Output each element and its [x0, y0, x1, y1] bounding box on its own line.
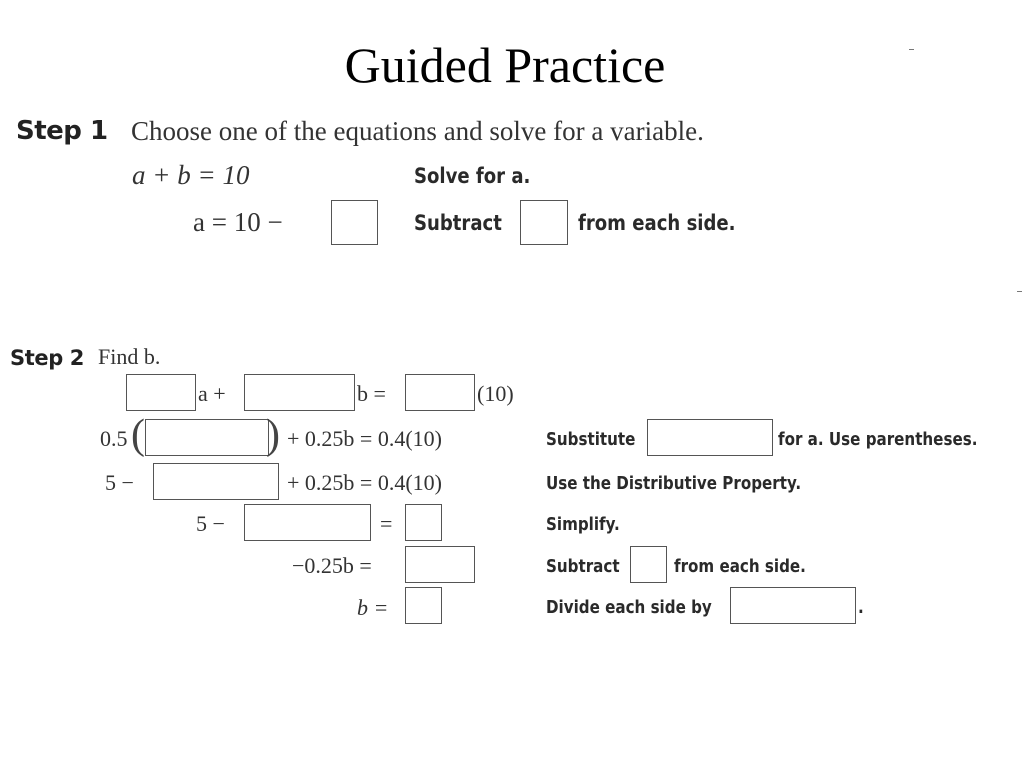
- step2-row2-open-paren: (: [131, 412, 145, 458]
- step1-equation-1: a + b = 10: [132, 160, 250, 190]
- step2-b-value-box[interactable]: [405, 587, 442, 624]
- step2-row3-right: + 0.25b = 0.4(10): [287, 470, 442, 495]
- step1-equation-2: a = 10 −: [193, 207, 283, 237]
- step2-instruction: Find b.: [98, 344, 161, 369]
- step2-subtract-result-box[interactable]: [405, 546, 475, 583]
- step1-answer-box-1[interactable]: [331, 200, 378, 245]
- page-title: Guided Practice: [344, 37, 666, 93]
- step2-note-substitute: Substitute: [546, 429, 636, 450]
- step2-row6-left: b =: [357, 595, 389, 620]
- step2-note-divide: Divide each side by: [546, 597, 712, 618]
- step2-label: Step 2: [10, 346, 84, 370]
- step2-note-subtract: Subtract: [546, 556, 620, 577]
- step2-note-each-side: from each side.: [674, 556, 806, 577]
- step2-note-period: .: [858, 597, 864, 618]
- step2-row2-close-paren: ): [266, 412, 280, 458]
- stray-mark: [1017, 291, 1022, 292]
- step2-note-distributive: Use the Distributive Property.: [546, 473, 802, 494]
- step2-row1-a-plus: a +: [198, 381, 226, 406]
- step2-simplify-box-2[interactable]: [405, 504, 442, 541]
- step2-note-simplify: Simplify.: [546, 514, 620, 535]
- step2-row4-left: 5 −: [196, 511, 225, 536]
- step2-row1-b-equals: b =: [357, 381, 386, 406]
- step2-divisor-box[interactable]: [730, 587, 856, 624]
- step2-coef-a-box[interactable]: [126, 374, 196, 411]
- step2-substitute-expression-box[interactable]: [145, 419, 269, 456]
- step2-row3-left: 5 −: [105, 470, 134, 495]
- step2-row2-right: + 0.25b = 0.4(10): [287, 426, 442, 451]
- step2-coef-b-box[interactable]: [244, 374, 355, 411]
- stray-mark: [909, 49, 914, 50]
- step2-row2-coef: 0.5: [100, 426, 128, 451]
- step2-row4-equals: =: [380, 511, 393, 536]
- step1-label: Step 1: [16, 116, 108, 146]
- step2-note-for-a: for a. Use parentheses.: [778, 429, 978, 450]
- step1-note-subtract: Subtract: [414, 211, 502, 235]
- step1-note-solve: Solve for a.: [414, 164, 531, 188]
- step2-substitute-note-box[interactable]: [647, 419, 773, 456]
- step2-coef-total-box[interactable]: [405, 374, 475, 411]
- step2-row5-left: −0.25b =: [292, 553, 372, 578]
- step2-subtract-note-box[interactable]: [630, 546, 667, 583]
- step2-row1-ten: (10): [477, 381, 514, 406]
- step2-distributed-box[interactable]: [153, 463, 279, 500]
- step1-instruction: Choose one of the equations and solve for a variable.: [131, 116, 704, 146]
- step1-note-each-side: from each side.: [578, 211, 736, 235]
- step1-answer-box-2[interactable]: [520, 200, 568, 245]
- step2-simplify-box-1[interactable]: [244, 504, 371, 541]
